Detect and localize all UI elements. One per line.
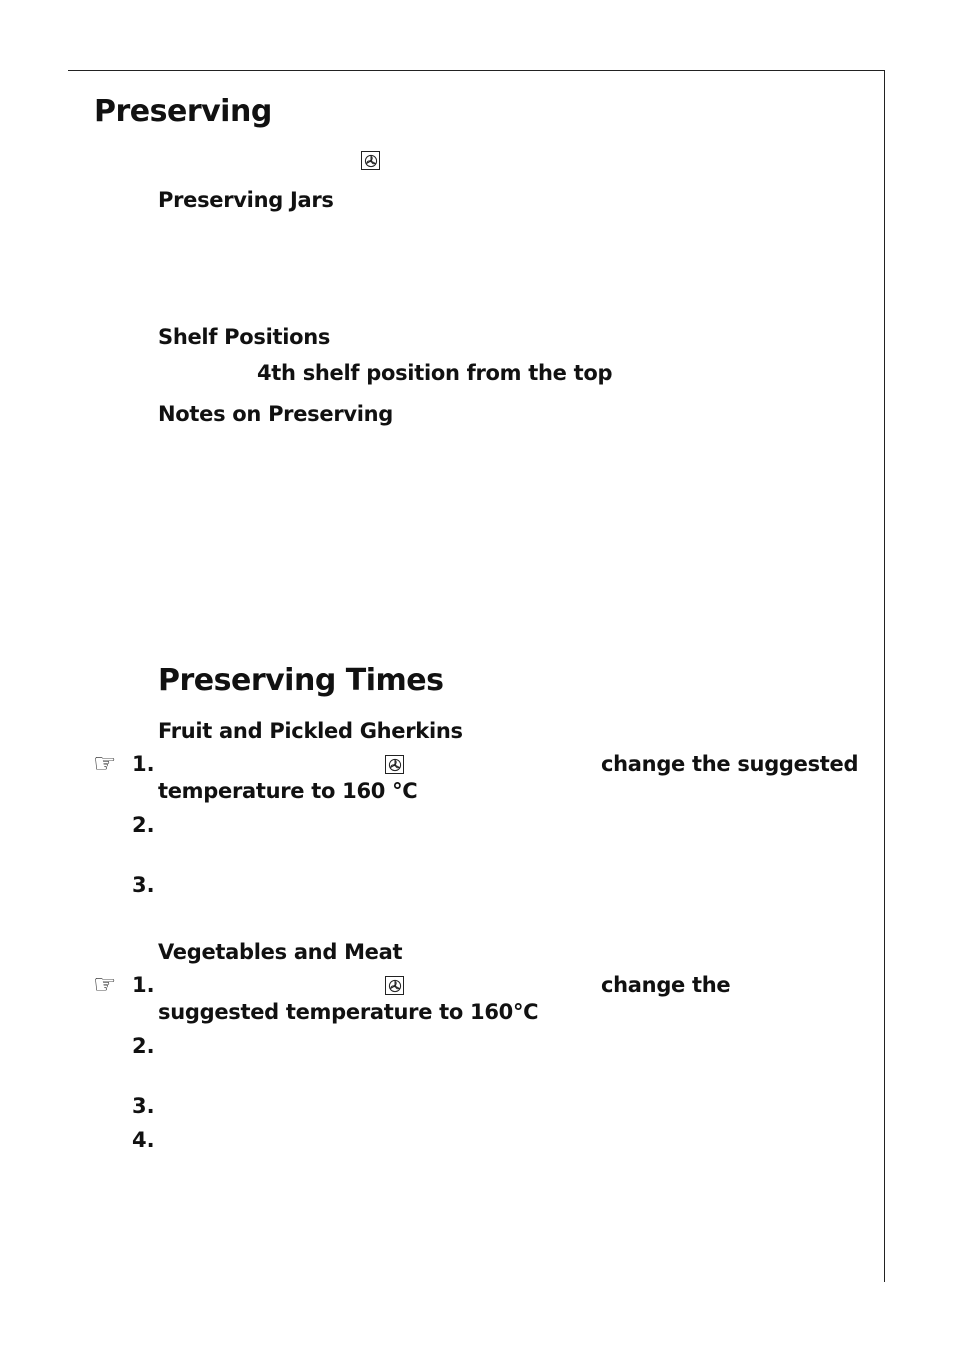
right-margin-rule [884, 70, 885, 1282]
fruit-step3-number: 3. [132, 873, 155, 897]
notes-heading: Notes on Preserving [158, 402, 394, 426]
preserving-times-title: Preserving Times [158, 663, 444, 698]
fruit-step1-text-line2: temperature to 160 °C [158, 779, 418, 803]
veg-step4-number: 4. [132, 1128, 155, 1152]
veg-step1-number: 1. [132, 973, 155, 997]
veg-step2-number: 2. [132, 1034, 155, 1058]
pointing-hand-icon: ☞ [93, 970, 117, 1000]
veg-step1-text-line2: suggested temperature to 160°C [158, 1000, 539, 1024]
veg-step3-number: 3. [132, 1094, 155, 1118]
top-rule [68, 70, 885, 71]
shelf-position-value: 4th shelf position from the top [257, 361, 613, 385]
fruit-step2-number: 2. [132, 813, 155, 837]
preserving-jars-heading: Preserving Jars [158, 188, 334, 212]
fruit-heading: Fruit and Pickled Gherkins [158, 719, 463, 743]
veg-step1-text: change the [601, 973, 731, 997]
shelf-positions-heading: Shelf Positions [158, 325, 331, 349]
fruit-step1-number: 1. [132, 752, 155, 776]
pointing-hand-icon: ☞ [93, 749, 117, 779]
fruit-step1-text: change the suggested [601, 752, 859, 776]
fan-oven-icon [385, 976, 404, 995]
section-title: Preserving [94, 94, 272, 129]
fan-oven-icon [361, 151, 380, 170]
veg-heading: Vegetables and Meat [158, 940, 403, 964]
fan-oven-icon [385, 755, 404, 774]
